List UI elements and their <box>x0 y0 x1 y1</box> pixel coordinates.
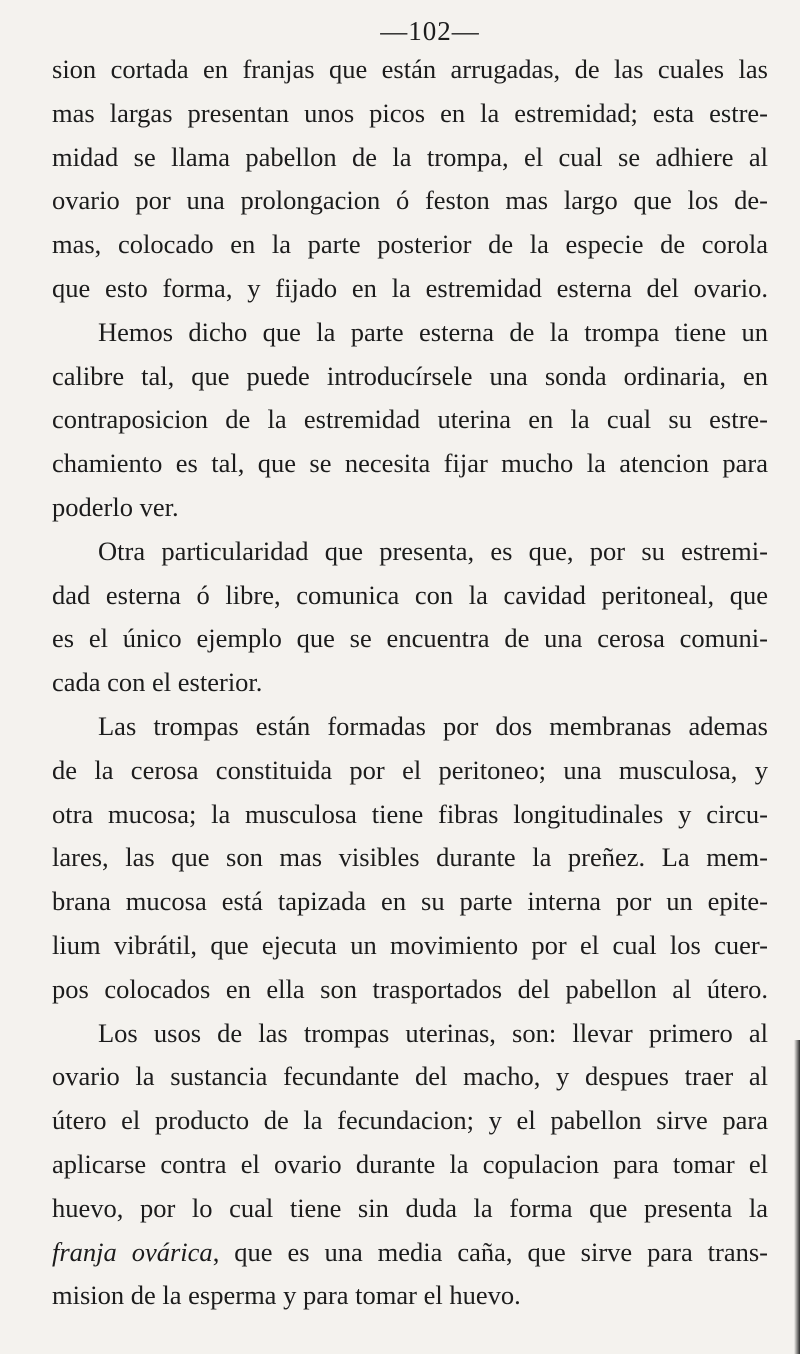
text-line: dad esterna ó libre, comunica con la cavidad peritoneal, que <box>52 579 768 610</box>
text-line: mas, colocado en la parte posterior de la especie de corola <box>52 229 768 260</box>
text-line: cada con el esterior. <box>52 667 263 698</box>
italic-term: franja ovárica <box>52 1236 213 1267</box>
text-line: pos colocados en ella son trasportados del pabellon al útero. <box>52 973 768 1004</box>
text-line: calibre tal, que puede introducírsele una sonda ordinaria, en <box>52 360 768 391</box>
body-text <box>52 48 768 1318</box>
page-number: —102— <box>380 16 480 46</box>
text-line: sion cortada en franjas que están arrugadas, de las cuales las <box>52 54 768 84</box>
text-line: contraposicion de la estremidad uterina en la cual su estre- <box>52 404 768 435</box>
text-line: de la cerosa constituida por el peritoneo; una musculosa, y <box>52 754 768 785</box>
text-line: Otra particularidad que presenta, es que, por su estremi- <box>98 535 768 566</box>
text-line: huevo, por lo cual tiene sin duda la forma que presenta la <box>52 1192 768 1223</box>
text-line: ovario por una prolongacion ó feston mas largo que los de- <box>52 185 768 216</box>
text-line-italic-lead: franja ovárica, que es una media caña, que sirve para trans- <box>52 1236 768 1267</box>
text-line: aplicarse contra el ovario durante la copulacion para tomar el <box>52 1148 768 1179</box>
text-line: chamiento es tal, que se necesita fijar mucho la atencion para <box>52 448 768 479</box>
text-line: mas largas presentan unos picos en la estremidad; esta estre- <box>52 97 768 128</box>
text-line: Las trompas están formadas por dos membranas ademas <box>98 710 768 741</box>
text-line: otra mucosa; la musculosa tiene fibras longitudinales y circu- <box>52 798 768 829</box>
text-line: lares, las que son mas visibles durante la preñez. La mem- <box>52 842 768 873</box>
text-line: ovario la sustancia fecundante del macho, y despues traer al <box>52 1061 768 1092</box>
text-line: brana mucosa está tapizada en su parte interna por un epite- <box>52 886 768 917</box>
text-line: midad se llama pabellon de la trompa, el cual se adhiere al <box>52 141 768 172</box>
text-line: lium vibrátil, que ejecuta un movimiento por el cual los cuer- <box>52 929 768 960</box>
text-line: poderlo ver. <box>52 491 179 522</box>
text-line: que esto forma, y fijado en la estremidad esterna del ovario. <box>52 272 768 303</box>
text-line: es el único ejemplo que se encuentra de una cerosa comuni- <box>52 623 768 654</box>
text-line: útero el producto de la fecundacion; y el pabellon sirve para <box>52 1105 768 1136</box>
text-line: Los usos de las trompas uterinas, son: llevar primero al <box>98 1017 768 1048</box>
text-line: Hemos dicho que la parte esterna de la trompa tiene un <box>98 316 768 347</box>
page-edge-shadow <box>794 1040 800 1354</box>
text-line: mision de la esperma y para tomar el huevo. <box>52 1280 521 1311</box>
